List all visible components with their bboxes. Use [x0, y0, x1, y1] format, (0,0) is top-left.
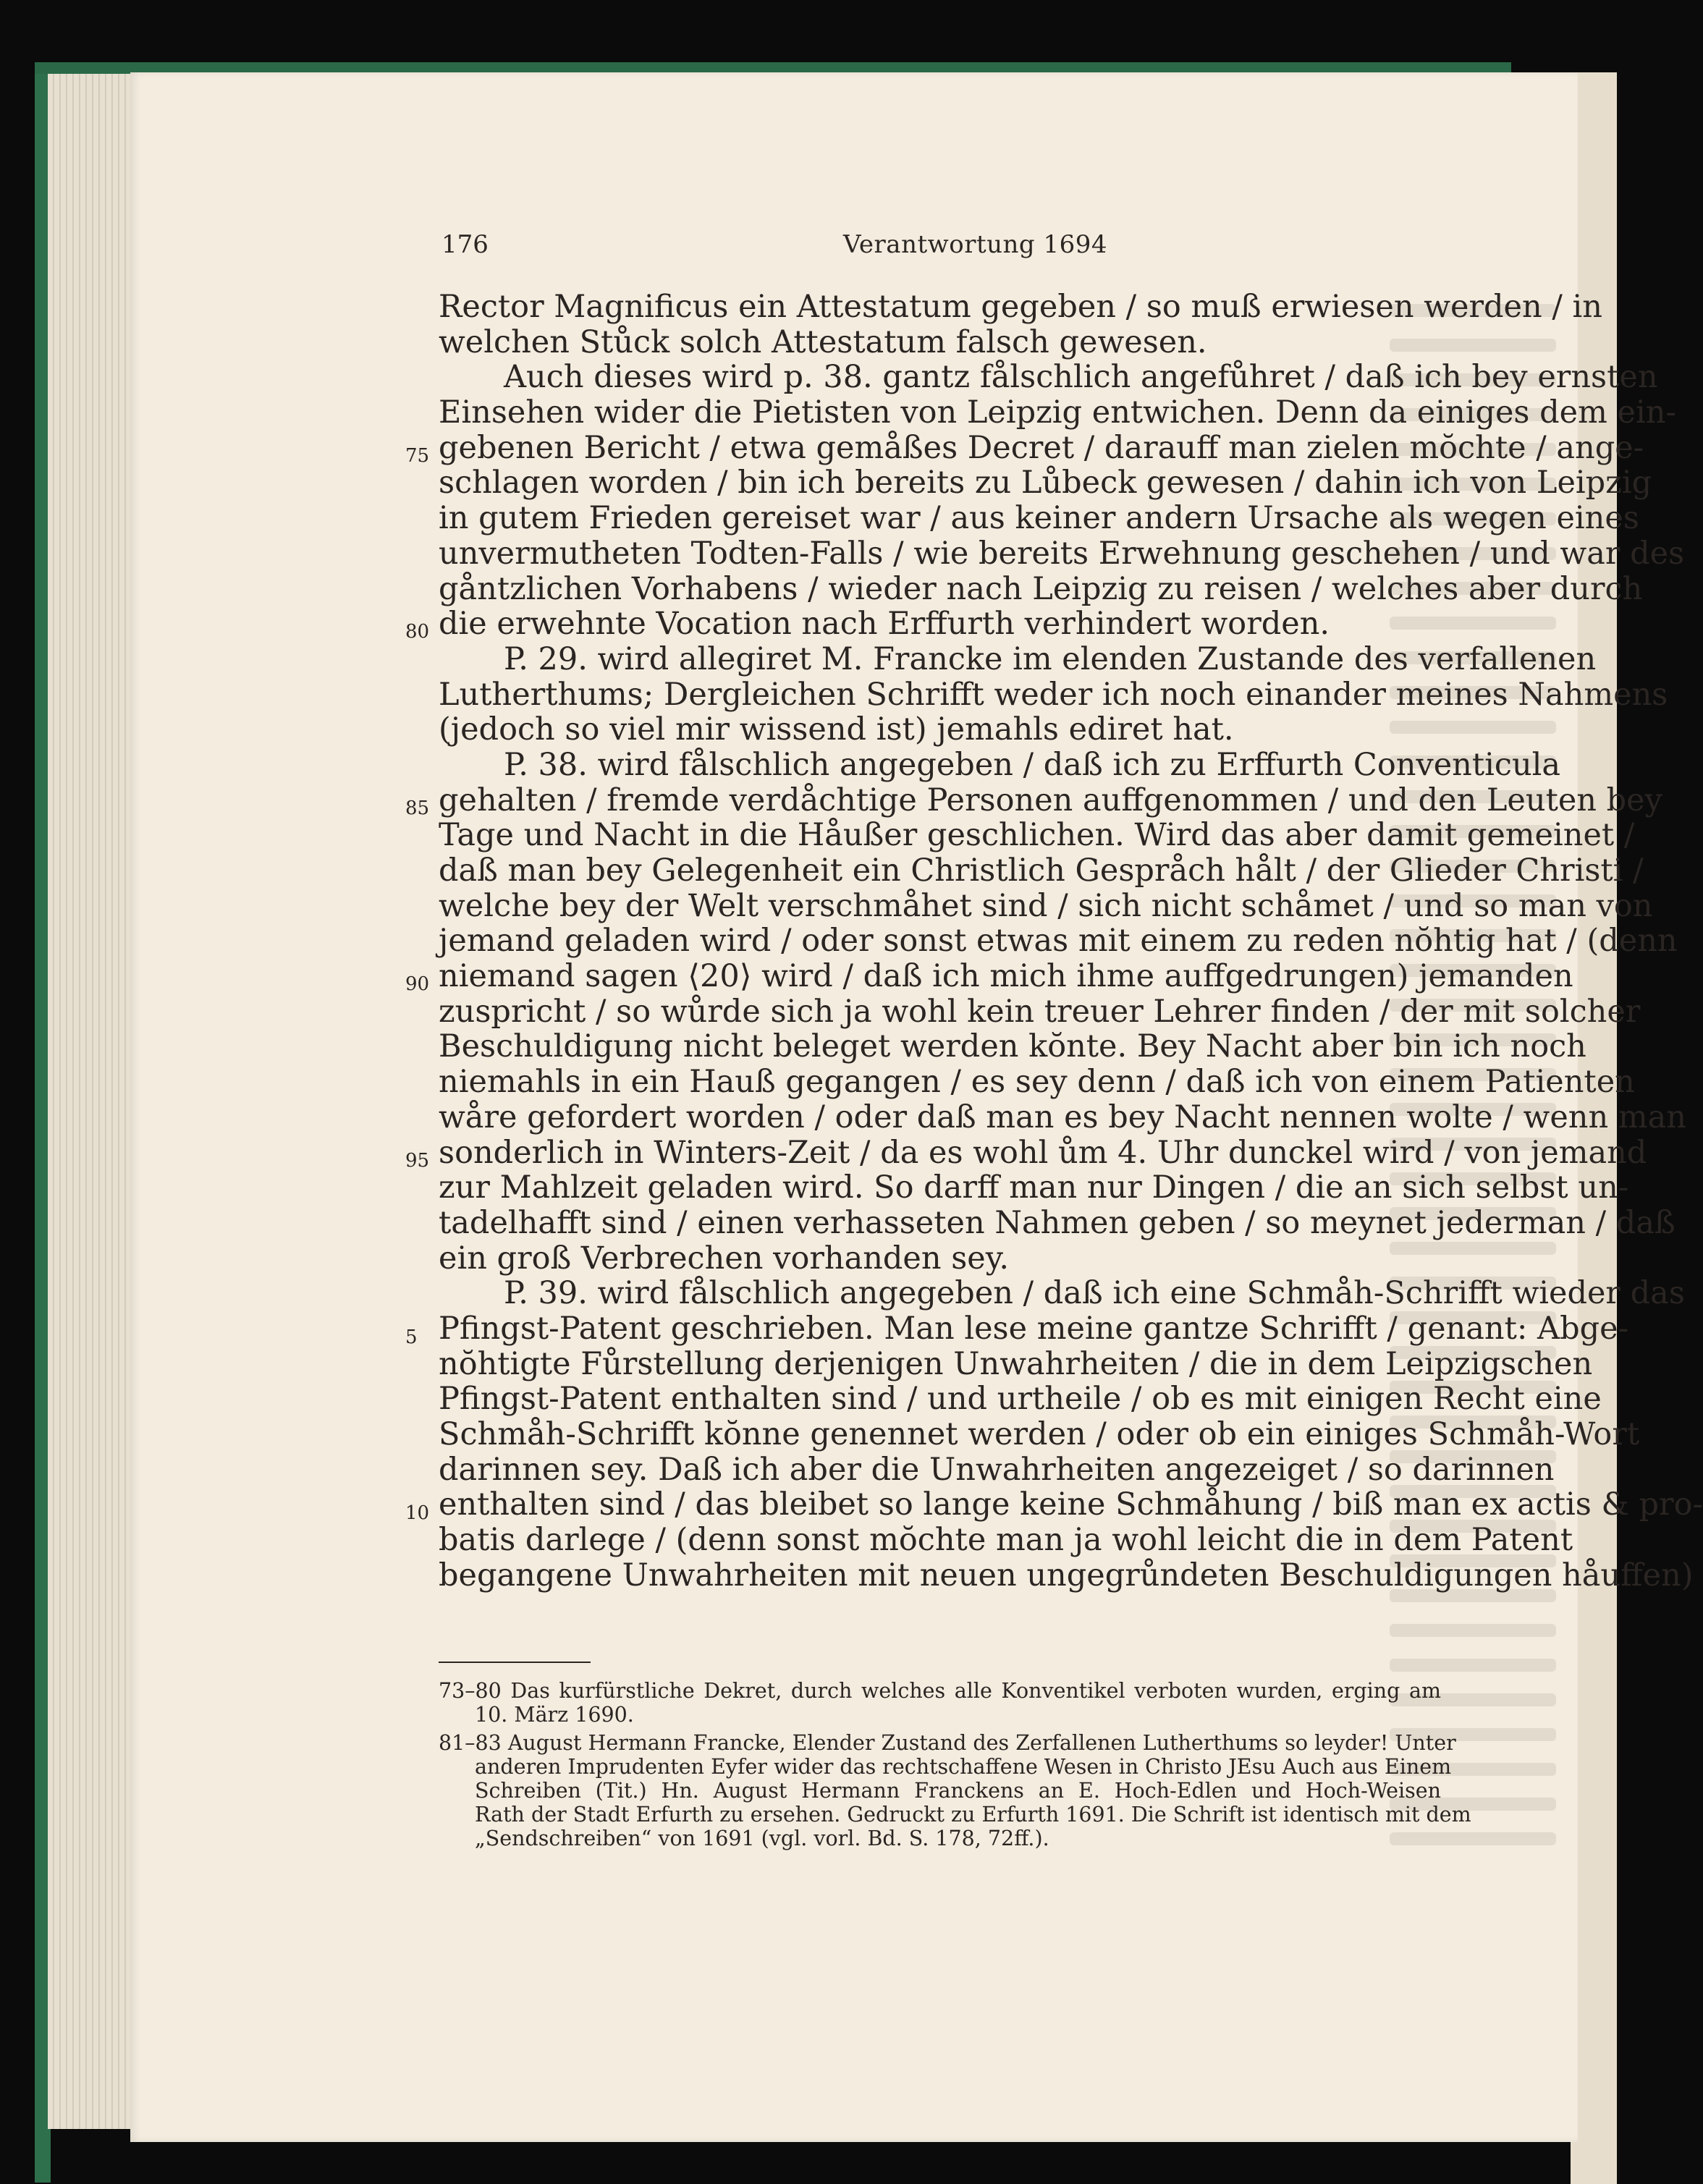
text-line: gehalten / fremde verdåchtige Personen auffgenommen / und den Leuten bey — [439, 782, 1662, 818]
page-stack-edges — [48, 74, 135, 2129]
text-line: Pfingst-Patent enthalten sind / und urtheile / ob es mit einigen Recht eine — [439, 1381, 1602, 1418]
text-line: Pfingst-Patent geschrieben. Man lese meine gantze Schrifft / genant: Abge- — [439, 1310, 1629, 1347]
text-line: darinnen sey. Daß ich aber die Unwahrheiten angezeiget / so darinnen — [439, 1451, 1555, 1488]
text-line: zur Mahlzeit geladen wird. So darff man nur Dingen / die an sich selbst un- — [439, 1169, 1629, 1206]
line-number: 95 — [405, 1150, 430, 1172]
line-number: 5 — [405, 1326, 418, 1348]
text-line: (jedoch so viel mir wissend ist) jemahls ediret hat. — [439, 711, 1234, 748]
text-line: Lutherthums; Dergleichen Schrifft weder ich noch einander meines Nahmens — [439, 676, 1668, 713]
page-number: 176 — [441, 230, 489, 259]
text-line: niemand sagen ⟨20⟩ wird / daß ich mich ihme auffgedrungen) jemanden — [439, 958, 1573, 995]
text-line: P. 38. wird fålschlich angegeben / daß ich zu Erffurth Conventicula — [504, 746, 1561, 783]
footnote-line: anderen Imprudenten Eyfer wider das rechtschaffene Wesen in Christo JEsu Auch aus Einem — [475, 1755, 1452, 1779]
text-line: enthalten sind / das bleibet so lange keine Schmåhung / biß man ex actis & pro- — [439, 1486, 1703, 1523]
text-line: batis darlege / (denn sonst mŏchte man ja wohl leicht die in dem Patent — [439, 1522, 1573, 1559]
text-line: tadelhafft sind / einen verhasseten Nahmen geben / so meynet jederman / daß — [439, 1204, 1675, 1241]
line-number: 85 — [405, 797, 430, 819]
text-line: in gutem Frieden gereiset war / aus keiner andern Ursache als wegen eines — [439, 500, 1639, 537]
footnote-line: 73–80 Das kurfürstliche Dekret, durch welches alle Konventikel verboten wurden, erging am — [439, 1679, 1441, 1703]
text-line: welchen Stůck solch Attestatum falsch gewesen. — [439, 323, 1207, 360]
line-number: 75 — [405, 445, 430, 467]
text-line: sonderlich in Winters-Zeit / da es wohl ům 4. Uhr dunckel wird / von jemand — [439, 1134, 1647, 1171]
footnotes — [439, 1679, 1471, 1855]
text-line: wåre gefordert worden / oder daß man es bey Nacht nennen wolte / wenn man — [439, 1099, 1686, 1135]
text-line: die erwehnte Vocation nach Erffurth verhindert worden. — [439, 606, 1330, 643]
text-line: daß man bey Gelegenheit ein Christlich Gespråch hålt / der Glieder Christi / — [439, 852, 1644, 889]
text-line: ein groß Verbrechen vorhanden sey. — [439, 1240, 1010, 1277]
text-line: Beschuldigung nicht beleget werden kŏnte. Bey Nacht aber bin ich noch — [439, 1028, 1586, 1065]
text-line: schlagen worden / bin ich bereits zu Lůbeck gewesen / dahin ich von Leipzig — [439, 465, 1652, 501]
text-line: zuspricht / so wůrde sich ja wohl kein treuer Lehrer finden / der mit solcher — [439, 993, 1641, 1030]
main-text — [439, 289, 1703, 1593]
text-line: Schmåh-Schrifft kŏnne genennet werden / oder ob ein einiges Schmåh-Wort — [439, 1416, 1640, 1452]
line-number: 80 — [405, 621, 430, 643]
text-line: Einsehen wider die Pietisten von Leipzig entwichen. Denn da einiges dem ein- — [439, 394, 1676, 431]
footnote-rule — [439, 1662, 591, 1663]
text-line: begangene Unwahrheiten mit neuen ungegrůndeten Beschuldigungen håuffen) — [439, 1557, 1694, 1593]
text-line: P. 39. wird fålschlich angegeben / daß ich eine Schmåh-Schrifft wieder das — [504, 1275, 1685, 1312]
text-line: Auch dieses wird p. 38. gantz fålschlich angefůhret / daß ich bey ernsten — [504, 359, 1658, 396]
footnote-line: Schreiben (Tit.) Hn. August Hermann Franckens an E. Hoch-Edlen und Hoch-Weisen — [475, 1779, 1441, 1803]
text-line: unvermutheten Todten-Falls / wie bereits Erwehnung geschehen / und war des — [439, 535, 1685, 572]
text-line: gebenen Bericht / etwa gemåßes Decret / darauff man zielen mŏchte / ange- — [439, 429, 1644, 466]
text-line: gåntzlichen Vorhabens / wieder nach Leipzig zu reisen / welches aber durch — [439, 570, 1643, 607]
text-line: nŏhtigte Fůrstellung derjenigen Unwahrheiten / die in dem Leipzigschen — [439, 1345, 1593, 1382]
footnote-line: Rath der Stadt Erfurth zu ersehen. Gedruckt zu Erfurth 1691. Die Schrift ist identisch mit dem — [475, 1803, 1471, 1827]
footnote — [439, 1731, 1471, 1850]
footnote-line: „Sendschreiben“ von 1691 (vgl. vorl. Bd. S. 178, 72ff.). — [475, 1827, 1049, 1850]
text-line: Tage und Nacht in die Håußer geschlichen. Wird das aber damit gemeinet / — [439, 817, 1635, 854]
text-line: Rector Magnificus ein Attestatum gegeben / so muß erwiesen werden / in — [439, 289, 1602, 325]
footnote — [439, 1679, 1441, 1727]
line-number: 90 — [405, 973, 430, 995]
footnote-line: 81–83 August Hermann Francke, Elender Zustand des Zerfallenen Lutherthums so leyder! Unter — [439, 1731, 1456, 1755]
text-line: P. 29. wird allegiret M. Francke im elenden Zustande des verfallenen — [504, 640, 1597, 677]
footnote-line: 10. März 1690. — [475, 1703, 634, 1727]
running-title: Verantwortung 1694 — [843, 230, 1108, 259]
text-line: niemahls in ein Hauß gegangen / es sey denn / daß ich von einem Patienten — [439, 1064, 1635, 1101]
text-line: jemand geladen wird / oder sonst etwas mit einem zu reden nŏhtig hat / (denn — [439, 923, 1678, 960]
line-number: 10 — [405, 1502, 430, 1524]
text-line: welche bey der Welt verschmåhet sind / sich nicht schåmet / und so man von — [439, 887, 1653, 924]
